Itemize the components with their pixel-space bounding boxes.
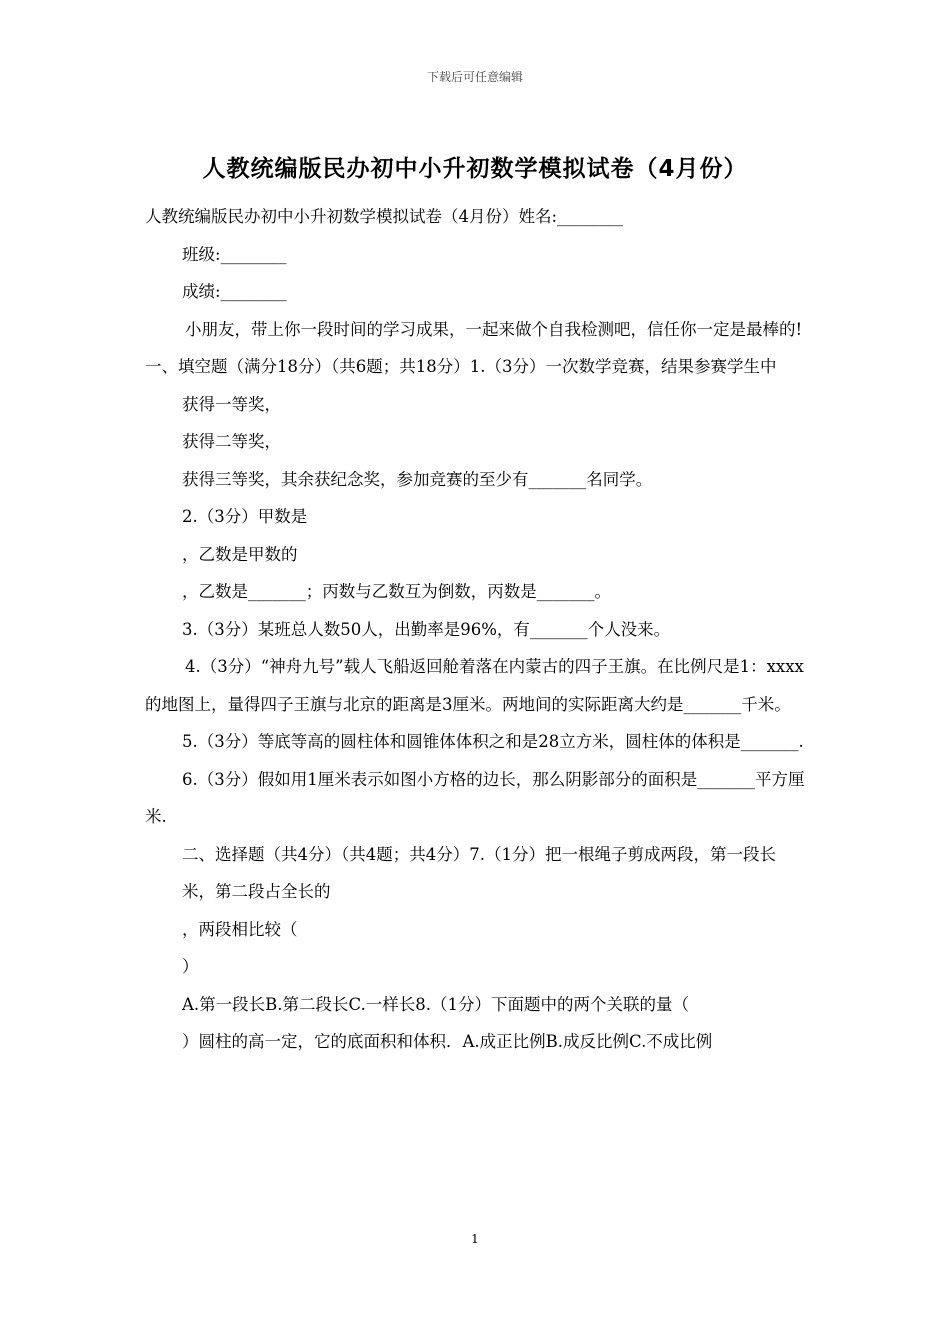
q1-line-a: 获得一等奖，: [182, 394, 281, 414]
q3-paragraph: 3.（3分）某班总人数50人，出勤率是96%，有_______个人没来。: [182, 619, 671, 639]
document-body: [145, 198, 810, 1061]
q2-line-a: 2.（3分）甲数是: [182, 507, 308, 526]
q7-line-b: ，两段相比较（: [182, 919, 298, 939]
document-title: 人教统编版民办初中小升初数学模拟试卷（4月份）: [202, 156, 748, 182]
q2-line-c: ，乙数是_______；丙数与乙数互为倒数，丙数是_______。: [182, 582, 611, 601]
q7-line-c: ）: [182, 957, 199, 976]
q6-paragraph: 6.（3分）假如用1厘米表示如图小方格的边长，那么阴影部分的面积是_______平方厘米.: [145, 769, 805, 826]
q8-line: ）圆柱的高一定，它的底面积和体积．A.成正比例B.成反比例C.不成比例: [182, 1032, 713, 1051]
intro-paragraph: 小朋友，带上你一段时间的学习成果，一起来做个自我检测吧，信任你一定是最棒的!一、填空题（满分18分）（共6题；共18分）1.（3分）一次数学竞赛，结果参赛学生中: [145, 319, 803, 376]
page-number: 1: [471, 1232, 479, 1246]
q7-line-a: 米，第二段占全长的: [182, 882, 331, 901]
q4-paragraph: 4.（3分）“神舟九号”载人飞船返回舱着落在内蒙古的四子王旗。在比例尺是1：xxxx的地图上，量得四子王旗与北京的距离是3厘米。两地间的实际距离大约是_______千米。: [145, 657, 804, 714]
score-line: 成绩:________: [182, 282, 287, 301]
page-header: 下载后可任意编辑: [426, 70, 523, 84]
section2-paragraph: 二、选择题（共4分）（共4题；共4分）7.（1分）把一根绳子剪成两段，第一段长: [182, 844, 776, 864]
class-line: 班级:________: [182, 244, 287, 264]
q1-line-b: 获得二等奖，: [182, 432, 281, 451]
q5-paragraph: 5.（3分）等底等高的圆柱体和圆锥体体积之和是28立方米，圆柱体的体积是_______.: [182, 732, 804, 751]
name-line: 人教统编版民办初中小升初数学模拟试卷（4月份）姓名:________: [145, 207, 624, 226]
q1-line-c: 获得三等奖，其余获纪念奖，参加竞赛的至少有_______名同学。: [182, 469, 653, 489]
q2-line-b: ，乙数是甲数的: [182, 544, 298, 564]
q7-line-d: A.第一段长B.第二段长C.一样长8.（1分）下面题中的两个关联的量（: [182, 994, 690, 1014]
